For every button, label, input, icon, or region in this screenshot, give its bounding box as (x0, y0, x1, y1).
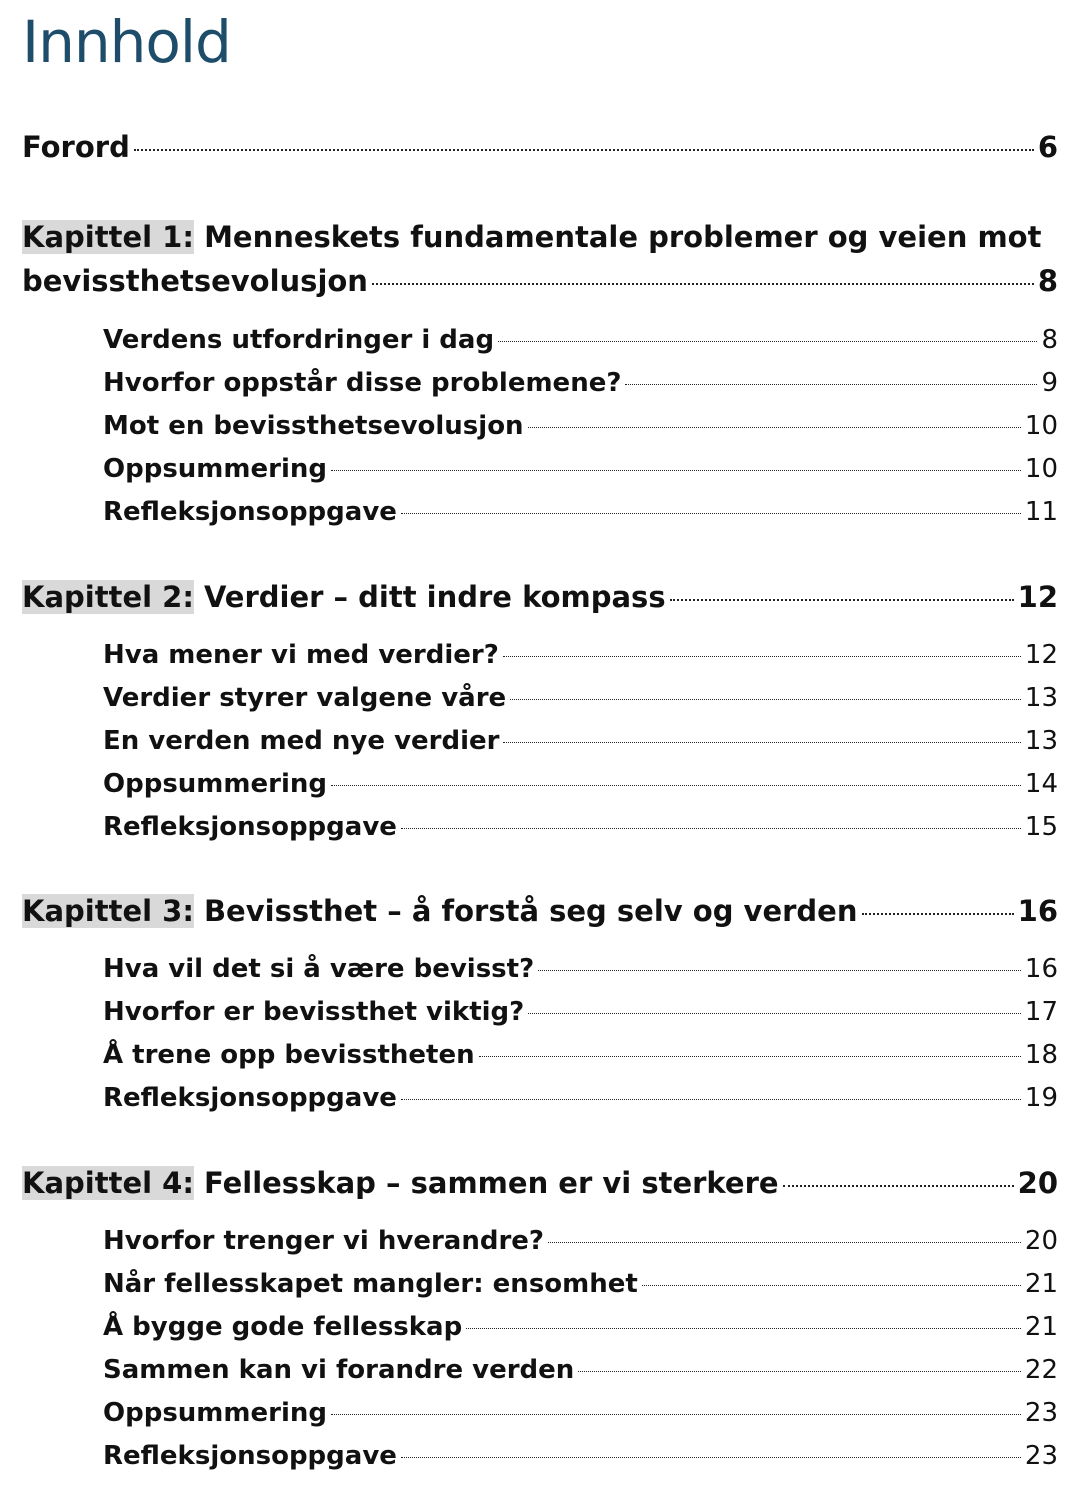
toc-page: 15 (1024, 812, 1058, 842)
toc-page: 9 (1041, 368, 1058, 398)
toc-label: Når fellesskapet mangler: ensomhet (103, 1269, 638, 1299)
toc-page: 8 (1037, 264, 1058, 298)
leader-dots (538, 970, 1021, 971)
leader-dots (498, 341, 1037, 342)
chapter-title: Verdier – ditt indre kompass (203, 580, 666, 614)
leader-dots (503, 742, 1020, 743)
leader-dots (578, 1371, 1021, 1372)
toc-chapter-4[interactable] (22, 1166, 1058, 1200)
leader-dots (528, 1013, 1021, 1014)
leader-dots (331, 785, 1021, 786)
leader-dots (372, 283, 1034, 285)
toc-label: Refleksjonsoppgave (103, 1083, 397, 1113)
toc-label: Verdens utfordringer i dag (103, 325, 495, 355)
toc-subentry[interactable] (103, 1441, 1058, 1471)
chapter-title-line1: Menneskets fundamentale problemer og veien mot (204, 220, 1042, 254)
chapter-title-line2: bevissthetsevolusjon (22, 264, 368, 298)
leader-dots (479, 1056, 1021, 1057)
toc-page: 13 (1024, 683, 1058, 713)
chapter-prefix: Kapittel 3: (22, 894, 194, 928)
toc-label: Å trene opp bevisstheten (103, 1040, 475, 1070)
toc-subentry[interactable] (103, 454, 1058, 484)
toc-subentry[interactable] (103, 954, 1058, 984)
toc-page: 10 (1024, 411, 1058, 441)
toc-subentry[interactable] (103, 1312, 1058, 1342)
chapter-title: Bevissthet – å forstå seg selv og verden (203, 894, 858, 928)
toc-subentry[interactable] (103, 411, 1058, 441)
leader-dots (331, 470, 1021, 471)
toc-page: 6 (1037, 130, 1058, 164)
toc-chapter-3[interactable] (22, 894, 1058, 928)
toc-page: 16 (1017, 894, 1058, 928)
chapter-prefix: Kapittel 2: (22, 580, 194, 614)
leader-dots (528, 427, 1021, 428)
toc-subentry[interactable] (103, 997, 1058, 1027)
leader-dots (401, 828, 1021, 829)
toc-subentry[interactable] (103, 1083, 1058, 1113)
toc-page: 23 (1024, 1441, 1058, 1471)
leader-dots (401, 1457, 1021, 1458)
toc-label: Oppsummering (103, 1398, 327, 1428)
toc-subentry[interactable] (103, 325, 1058, 355)
toc-entry-forord[interactable] (22, 130, 1058, 164)
toc-subentry[interactable] (103, 1040, 1058, 1070)
toc-label: Refleksjonsoppgave (103, 812, 397, 842)
toc-page: 20 (1017, 1166, 1058, 1200)
toc-subentry[interactable] (103, 640, 1058, 670)
toc-page: 18 (1024, 1040, 1058, 1070)
toc-label: Hvorfor trenger vi hverandre? (103, 1226, 544, 1256)
toc-chapter-1-line1[interactable] (22, 220, 1041, 254)
toc-subentry[interactable] (103, 683, 1058, 713)
toc-label: Hva vil det si å være bevisst? (103, 954, 535, 984)
toc-label: Mot en bevissthetsevolusjon (103, 411, 524, 441)
toc-subentry[interactable] (103, 769, 1058, 799)
toc-page: 19 (1024, 1083, 1058, 1113)
toc-page: 13 (1024, 726, 1058, 756)
leader-dots (642, 1285, 1021, 1286)
toc-subentry[interactable] (103, 1269, 1058, 1299)
toc-chapter-1[interactable] (22, 264, 1058, 298)
leader-dots (510, 699, 1021, 700)
toc-subentry[interactable] (103, 1398, 1058, 1428)
toc-page: 12 (1017, 580, 1058, 614)
toc-subentry[interactable] (103, 726, 1058, 756)
toc-page: 21 (1024, 1312, 1058, 1342)
chapter-prefix: Kapittel 1: (22, 220, 194, 254)
toc-page: 12 (1024, 640, 1058, 670)
leader-dots (134, 149, 1034, 151)
toc-subentry[interactable] (103, 812, 1058, 842)
chapter-title: Fellesskap – sammen er vi sterkere (203, 1166, 779, 1200)
chapter-prefix: Kapittel 4: (22, 1166, 194, 1200)
toc-label: Sammen kan vi forandre verden (103, 1355, 575, 1385)
leader-dots (401, 1099, 1021, 1100)
toc-label: Verdier styrer valgene våre (103, 683, 507, 713)
toc-label: Refleksjonsoppgave (103, 1441, 397, 1471)
toc-label: Hva mener vi med verdier? (103, 640, 499, 670)
leader-dots (331, 1414, 1021, 1415)
toc-page: 16 (1024, 954, 1058, 984)
toc-label: Å bygge gode fellesskap (103, 1312, 463, 1342)
toc-label: Oppsummering (103, 454, 327, 484)
toc-label: Forord (22, 130, 130, 164)
toc-page: 23 (1024, 1398, 1058, 1428)
toc-label: En verden med nye verdier (103, 726, 500, 756)
toc-label: Refleksjonsoppgave (103, 497, 397, 527)
leader-dots (783, 1185, 1014, 1187)
toc-chapter-2[interactable] (22, 580, 1058, 614)
leader-dots (401, 513, 1021, 514)
toc-page: 17 (1024, 997, 1058, 1027)
toc-subentry[interactable] (103, 368, 1058, 398)
toc-page: 8 (1041, 325, 1058, 355)
leader-dots (503, 656, 1021, 657)
toc-page: 14 (1024, 769, 1058, 799)
leader-dots (670, 599, 1014, 601)
toc-page: 20 (1024, 1226, 1058, 1256)
toc-page: 11 (1024, 497, 1058, 527)
toc-page: 22 (1024, 1355, 1058, 1385)
toc-label: Hvorfor er bevissthet viktig? (103, 997, 525, 1027)
toc-page: 10 (1024, 454, 1058, 484)
leader-dots (625, 384, 1037, 385)
leader-dots (548, 1242, 1021, 1243)
toc-subentry[interactable] (103, 497, 1058, 527)
leader-dots (862, 913, 1014, 915)
toc-label: Oppsummering (103, 769, 327, 799)
toc-label: Hvorfor oppstår disse problemene? (103, 368, 622, 398)
page-title: Innhold (22, 8, 231, 76)
toc-subentry[interactable] (103, 1355, 1058, 1385)
toc-page: 21 (1024, 1269, 1058, 1299)
toc-subentry[interactable] (103, 1226, 1058, 1256)
leader-dots (466, 1328, 1021, 1329)
